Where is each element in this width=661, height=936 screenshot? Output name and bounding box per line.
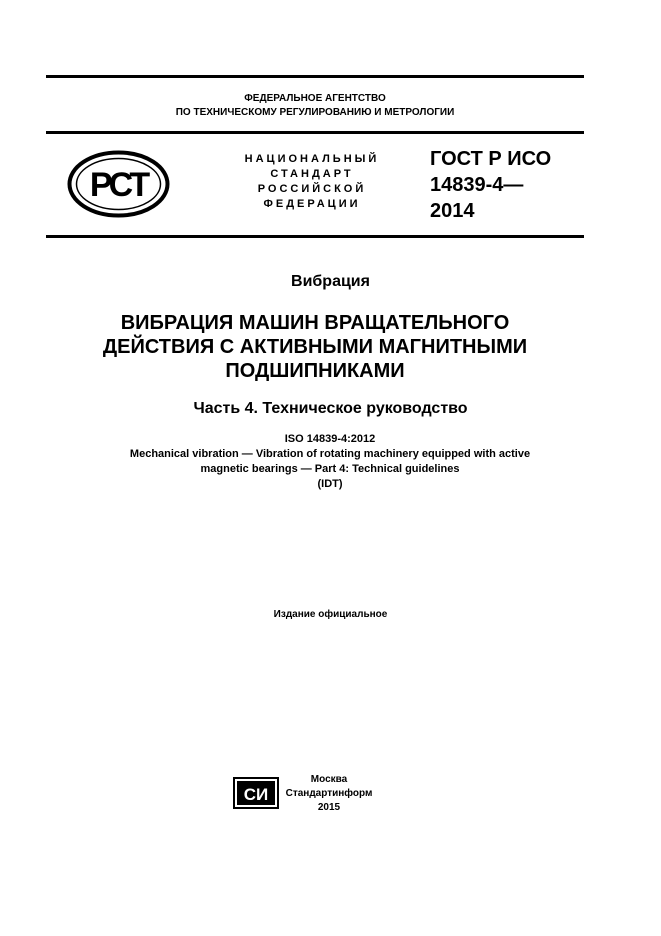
agency-header xyxy=(46,92,584,120)
title-line-3: ПОДШИПНИКАМИ xyxy=(225,360,405,382)
middle-rule xyxy=(46,131,584,134)
publisher-info xyxy=(282,773,376,815)
emblem-text: РСТ xyxy=(89,166,148,204)
national-standard-label xyxy=(228,152,396,212)
national-line-2: СТАНДАРТ xyxy=(270,168,354,180)
publication-year: 2015 xyxy=(317,802,341,813)
agency-line-2: ПО ТЕХНИЧЕСКОМУ РЕГУЛИРОВАНИЮ И МЕТРОЛОГИИ xyxy=(175,107,455,118)
iso-reference xyxy=(30,432,630,492)
publisher-logo-text: СИ xyxy=(243,785,269,804)
national-line-3: РОССИЙСКОЙ xyxy=(257,183,367,195)
iso-equivalence: (IDT) xyxy=(317,478,343,490)
subject-heading: Вибрация xyxy=(291,273,370,290)
designation-line-2: 14839-4— xyxy=(430,174,524,196)
publisher-name: Стандартинформ xyxy=(285,788,373,799)
part-title: Часть 4. Техническое руководство xyxy=(193,400,468,417)
edition-label: Издание официальное xyxy=(273,609,388,620)
title-line-2: ДЕЙСТВИЯ С АКТИВНЫМИ МАГНИТНЫМИ xyxy=(102,336,528,358)
gost-r-emblem-icon xyxy=(67,150,170,218)
bottom-rule xyxy=(46,235,584,238)
designation-line-1: ГОСТ Р ИСО xyxy=(430,148,552,170)
publisher-city: Москва xyxy=(310,774,348,785)
title-line-1: ВИБРАЦИЯ МАШИН ВРАЩАТЕЛЬНОГО xyxy=(120,312,510,334)
standartinform-logo-icon xyxy=(233,777,279,809)
national-line-4: ФЕДЕРАЦИИ xyxy=(263,198,361,210)
top-rule xyxy=(46,75,584,78)
iso-title-line-1: Mechanical vibration — Vibration of rotating machinery equipped with active xyxy=(129,448,531,460)
designation-line-3: 2014 xyxy=(430,200,475,222)
iso-title-line-2: magnetic bearings — Part 4: Technical guidelines xyxy=(200,463,460,475)
standard-designation xyxy=(430,146,551,224)
document-title xyxy=(46,311,584,383)
agency-line-1: ФЕДЕРАЛЬНОЕ АГЕНТСТВО xyxy=(244,93,386,104)
iso-code: ISO 14839-4:2012 xyxy=(284,433,376,445)
national-line-1: НАЦИОНАЛЬНЫЙ xyxy=(244,153,380,165)
